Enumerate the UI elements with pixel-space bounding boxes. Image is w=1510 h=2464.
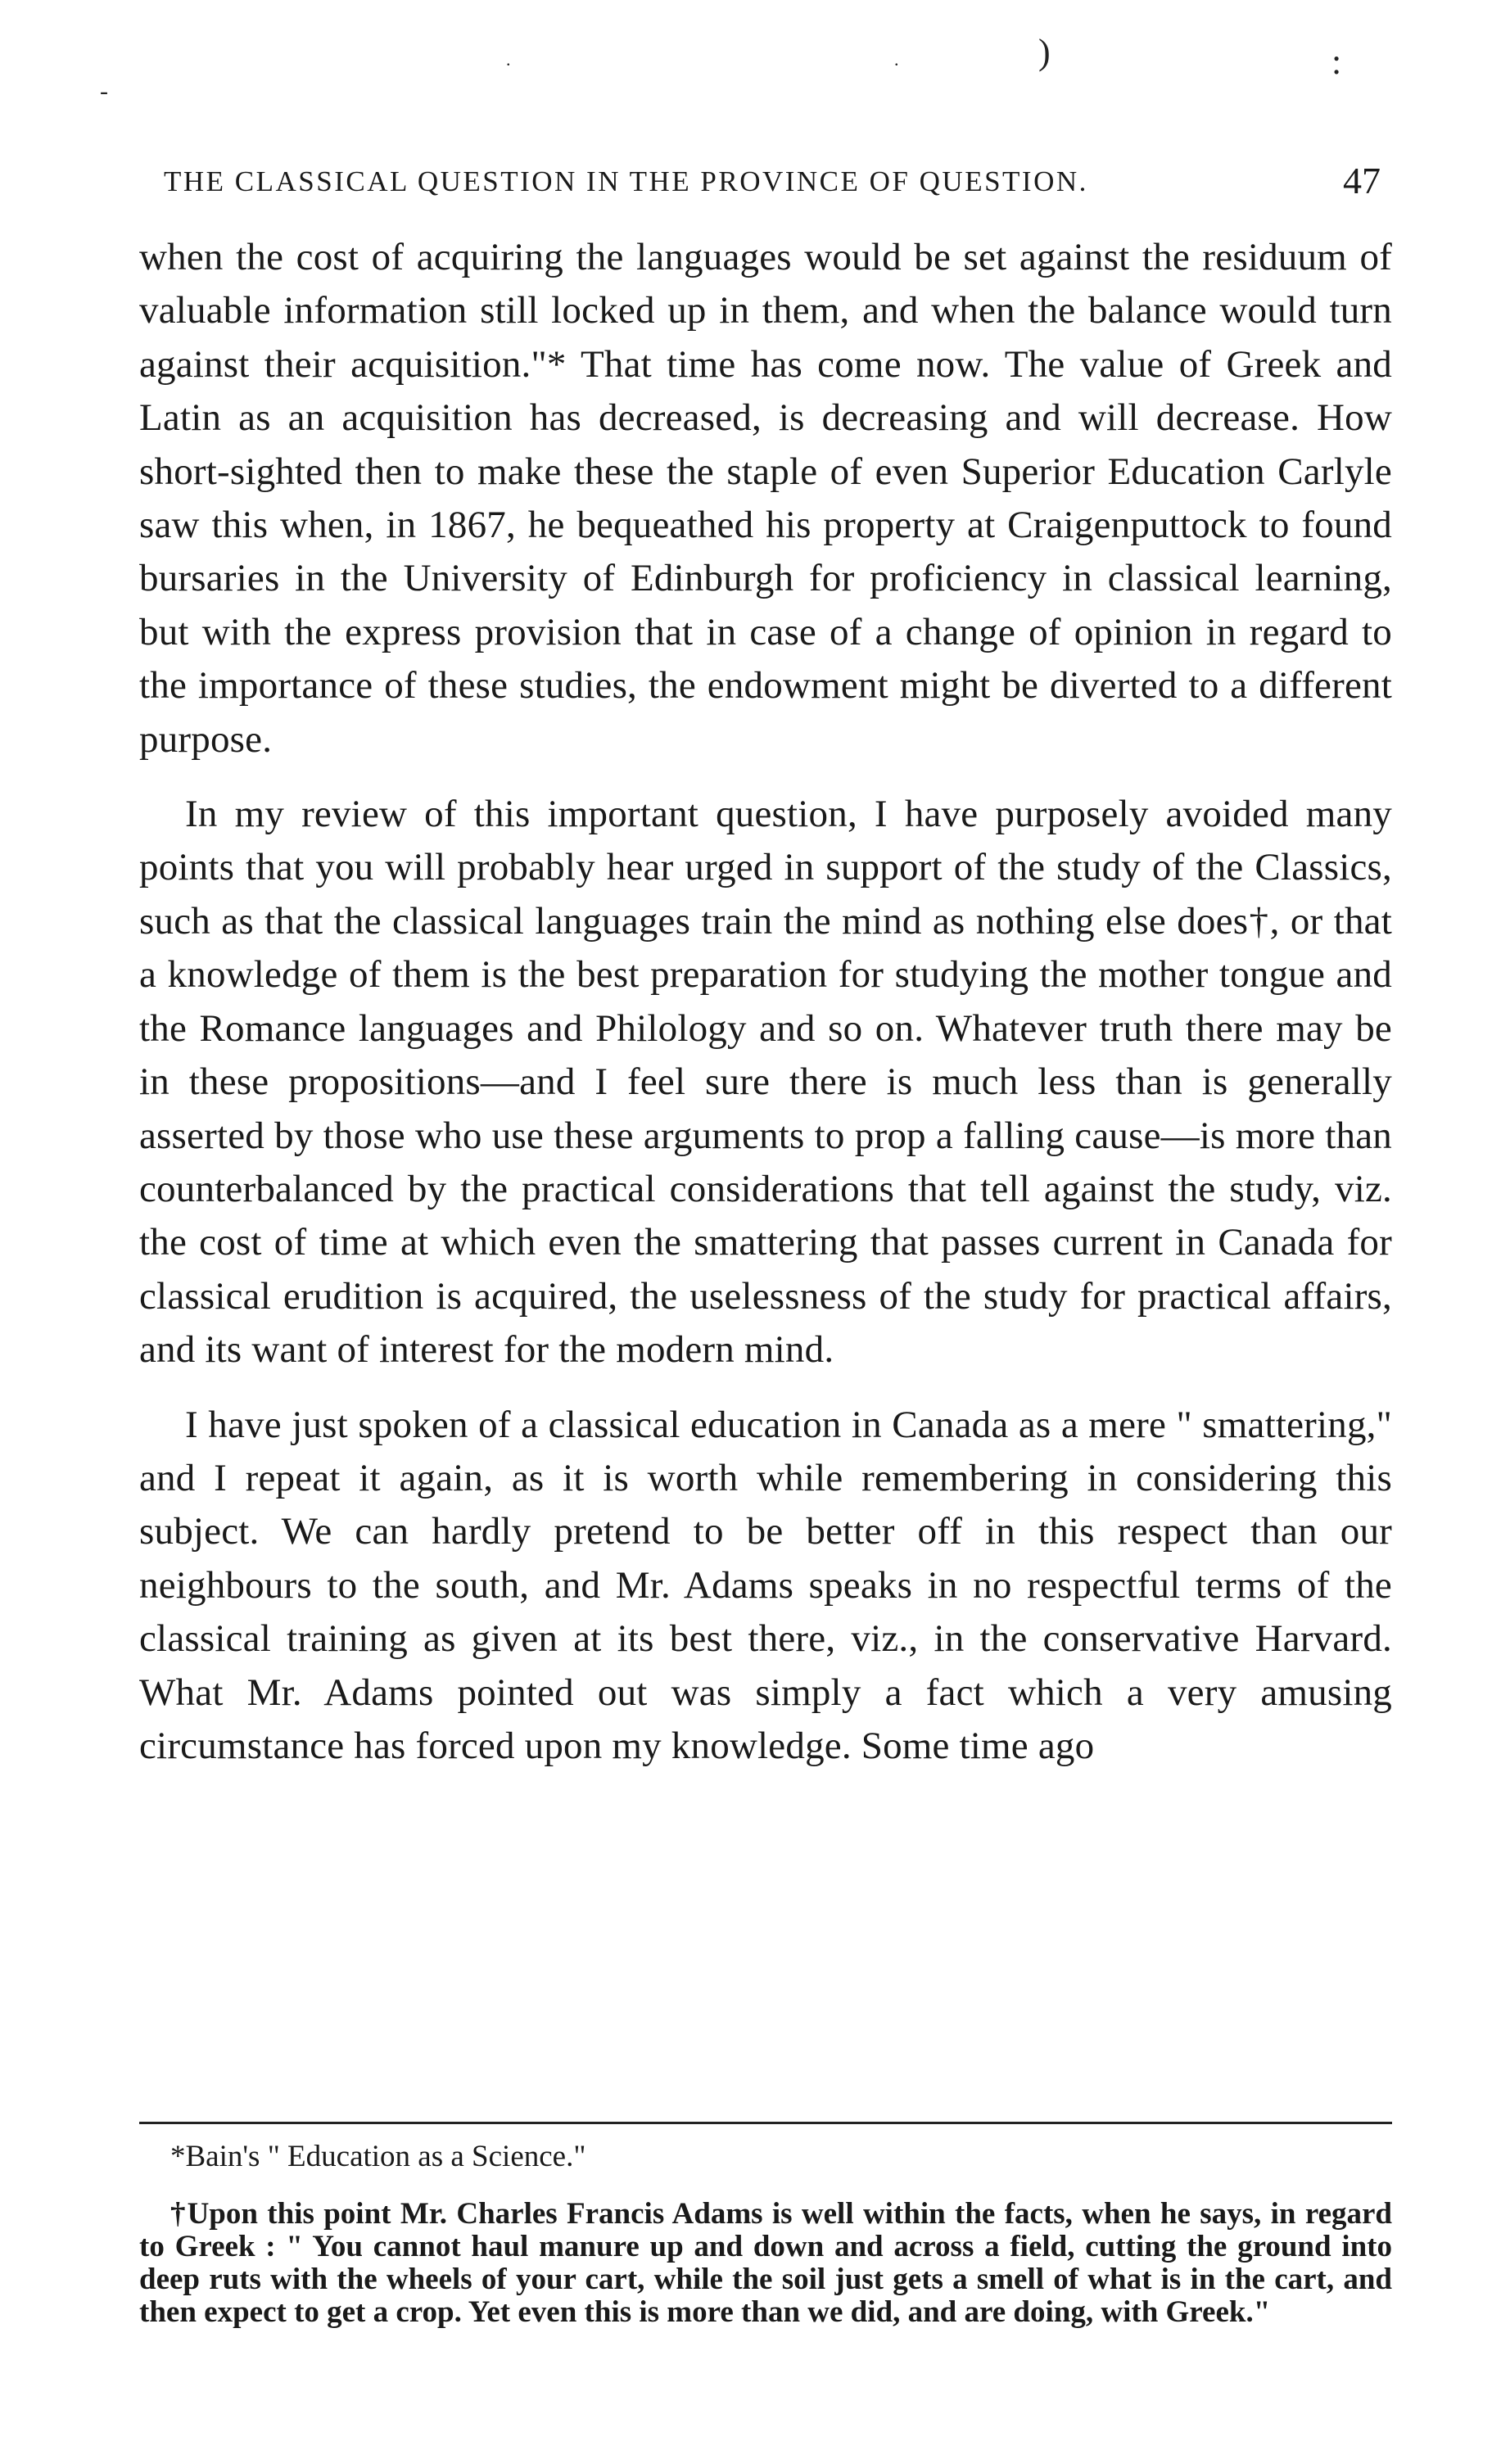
paragraph: In my review of this important question, I have purposely avoided many points that you will probably hear urged in support of the study of the Classics, such as that the classical languages train the mind as nothing else does†, or that a knowledge of them is the best preparation for studying the mother tongue and the Romance languages and Philology and so on. Whatever truth there may be in these propositions—and I feel sure there is much less than is generally asserted by those who use these arguments to prop a falling cause—is more than counterbalanced by the practical considerations that tell against the study, viz. the cost of time at which even the smattering that passes current in Canada for classical erudition is acquired, the uselessness of the study for practical affairs, and its want of interest for the modern mind. <box>139 793 1392 1372</box>
stray-mark-colon: : <box>1331 42 1342 82</box>
stray-mark-dot: . <box>894 49 899 70</box>
stray-mark-dash: - <box>100 78 108 105</box>
stray-mark-dot: . <box>506 49 511 70</box>
footnote: †Upon this point Mr. Charles Francis Adams is well within the facts, when he says, in regard to Greek : " You cannot haul manure up and down and across a field, cutting the ground into deep ruts with the wheels of your cart, while the soil just gets a smell of what is in the cart, and then expect to get a crop. Yet even this is more than we did, and are doing, with Greek." <box>139 2197 1392 2329</box>
stray-mark-paren: ) <box>1038 32 1051 72</box>
page-header <box>164 162 1381 208</box>
footnotes <box>139 2141 1392 2329</box>
paragraph: when the cost of acquiring the languages would be set against the residuum of valuable information still locked up in them, and when the balance would turn against their acquisition."* That time has come now. The value of Greek and Latin as an acquisition has decreased, is decreasing and will decrease. How short-sighted then to make these the staple of even Superior Education Carlyle saw this when, in 1867, he bequeathed his property at Craigenputtock to found bursaries in the University of Edinburgh for proficiency in classical learning, but with the express provision that in case of a change of opinion in regard to the importance of these studies, the endowment might be diverted to a different purpose. <box>139 236 1392 761</box>
body-text <box>139 231 1392 1773</box>
footnote: *Bain's " Education as a Science." <box>170 2140 586 2173</box>
footnote-divider <box>139 2122 1392 2124</box>
paragraph: I have just spoken of a classical education in Canada as a mere " smattering," and I repeat it again, as it is worth while remembering in considering this subject. We can hardly pretend to be better off in this respect than our neighbours to the south, and Mr. Adams speaks in no respectful terms of the classical training as given at its best there, viz., in the conservative Harvard. What Mr. Adams pointed out was simply a fact which a very amusing circumstance has forced upon my knowledge. Some time ago <box>139 1403 1392 1767</box>
page-number: 47 <box>1343 160 1381 201</box>
running-title: THE CLASSICAL QUESTION IN THE PROVINCE OF QUESTION. <box>164 165 1088 197</box>
